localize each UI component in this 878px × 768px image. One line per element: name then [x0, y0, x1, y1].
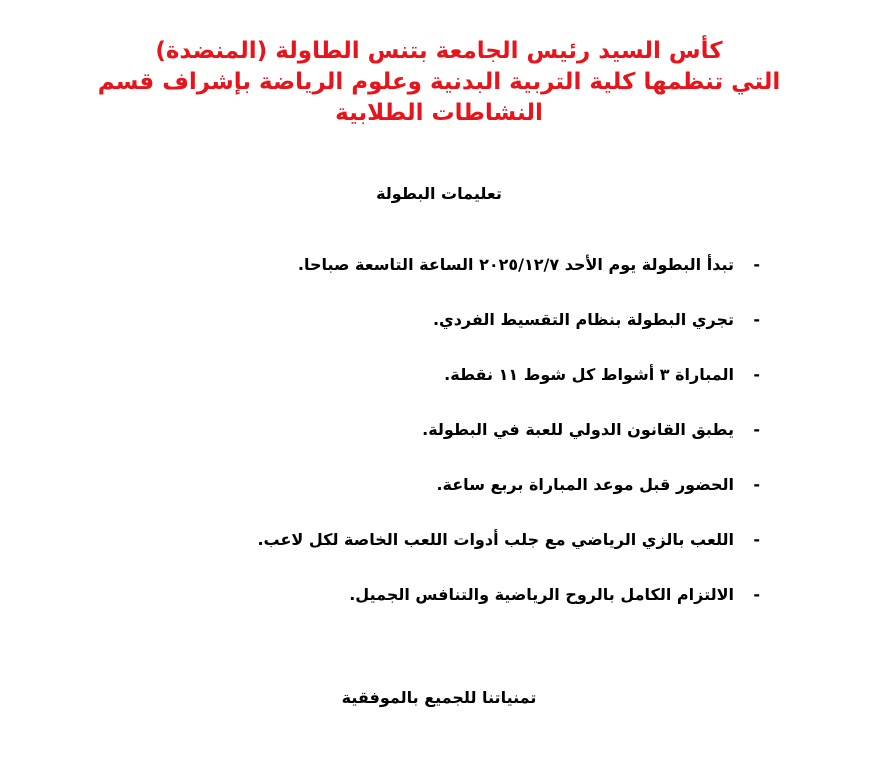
rule-text: المباراة ٣ أشواط كل شوط ١١ نقطة.	[444, 365, 734, 384]
rule-item	[257, 474, 760, 529]
rule-item	[257, 309, 760, 364]
rule-item	[257, 529, 760, 584]
rule-text: الالتزام الكامل بالروح الرياضية والتنافس الجميل.	[349, 585, 734, 604]
bullet-dash: -	[753, 420, 760, 439]
rule-text: تبدأ البطولة يوم الأحد ٢٠٢٥/١٢/٧ الساعة التاسعة صباحا.	[297, 255, 734, 274]
title-line-2: التي تنظمها كلية التربية البدنية وعلوم الرياضة بإشراف قسم	[97, 69, 781, 95]
rule-text: الحضور قبل موعد المباراة بربع ساعة.	[436, 475, 734, 494]
rule-text: اللعب بالزي الرياضي مع جلب أدوات اللعب الخاصة لكل لاعب.	[257, 530, 734, 549]
instructions-heading: تعليمات البطولة	[376, 184, 502, 203]
document-title	[80, 36, 798, 129]
bullet-dash: -	[753, 255, 760, 274]
rule-item	[257, 254, 760, 309]
rules-list	[257, 254, 760, 639]
rule-text: يطبق القانون الدولي للعبة في البطولة.	[422, 420, 734, 439]
bullet-dash: -	[753, 310, 760, 329]
closing-note: تمنياتنا للجميع بالموفقية	[341, 688, 537, 707]
bullet-dash: -	[753, 585, 760, 604]
bullet-dash: -	[753, 475, 760, 494]
rule-item	[257, 419, 760, 474]
bullet-dash: -	[753, 530, 760, 549]
title-line-1: كأس السيد رئيس الجامعة بتنس الطاولة (المنضدة)	[155, 38, 723, 64]
bullet-dash: -	[753, 365, 760, 384]
rule-text: تجري البطولة بنظام التقسيط الفردي.	[432, 310, 734, 329]
rule-item	[257, 364, 760, 419]
title-line-3: النشاطات الطلابية	[335, 100, 543, 126]
rule-item	[257, 584, 760, 639]
